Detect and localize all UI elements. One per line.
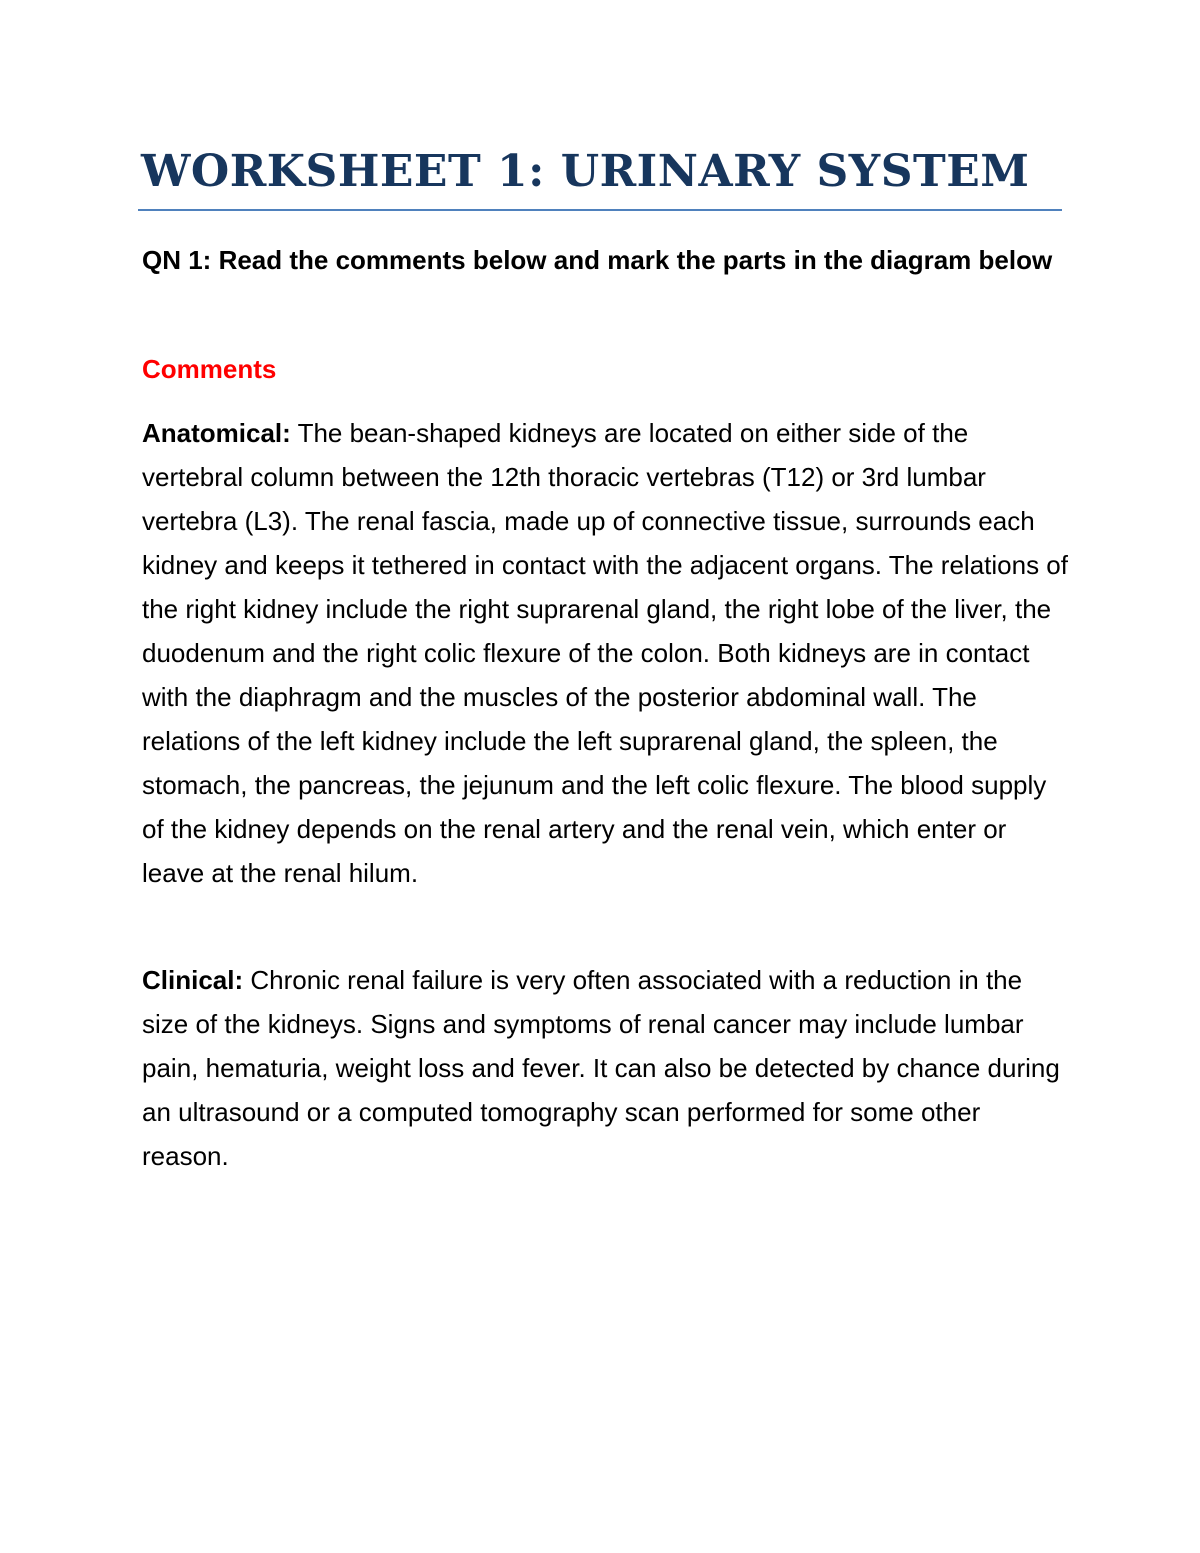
question-text: QN 1: Read the comments below and mark the parts in the diagram below [142, 245, 1053, 275]
clinical-text: Chronic renal failure is very often associated with a reduction in the size of the kidneys. Signs and symptoms of renal cancer may include lumbar pain, hematuria, weight loss and fever. It can also be detected by chance during an ultrasound or a computed tomography scan performed for some other reason. [142, 965, 1060, 1171]
clinical-paragraph [142, 958, 1062, 1178]
anatomical-paragraph [142, 411, 1072, 895]
title-underline [138, 209, 1062, 211]
comments-heading: Comments [142, 354, 277, 384]
anatomical-text: The bean-shaped kidneys are located on either side of the vertebral column between the 12th thoracic vertebras (T12) or 3rd lumbar vertebra (L3). The renal fascia, made up of connective tissue, surrounds each kidney and keeps it tethered in contact with the adjacent organs. The relations of the right kidney include the right suprarenal gland, the right lobe of the liver, the duodenum and the right colic flexure of the colon. Both kidneys are in contact with the diaphragm and the muscles of the posterior abdominal wall. The relations of the left kidney include the left suprarenal gland, the spleen, the stomach, the pancreas, the jejunum and the left colic flexure. The blood supply of the kidney depends on the renal artery and the renal vein, which enter or leave at the renal hilum. [142, 418, 1068, 888]
page-title: WORKSHEET 1: URINARY SYSTEM [141, 146, 1030, 197]
clinical-label: Clinical: [142, 965, 244, 995]
anatomical-label: Anatomical: [142, 418, 291, 448]
